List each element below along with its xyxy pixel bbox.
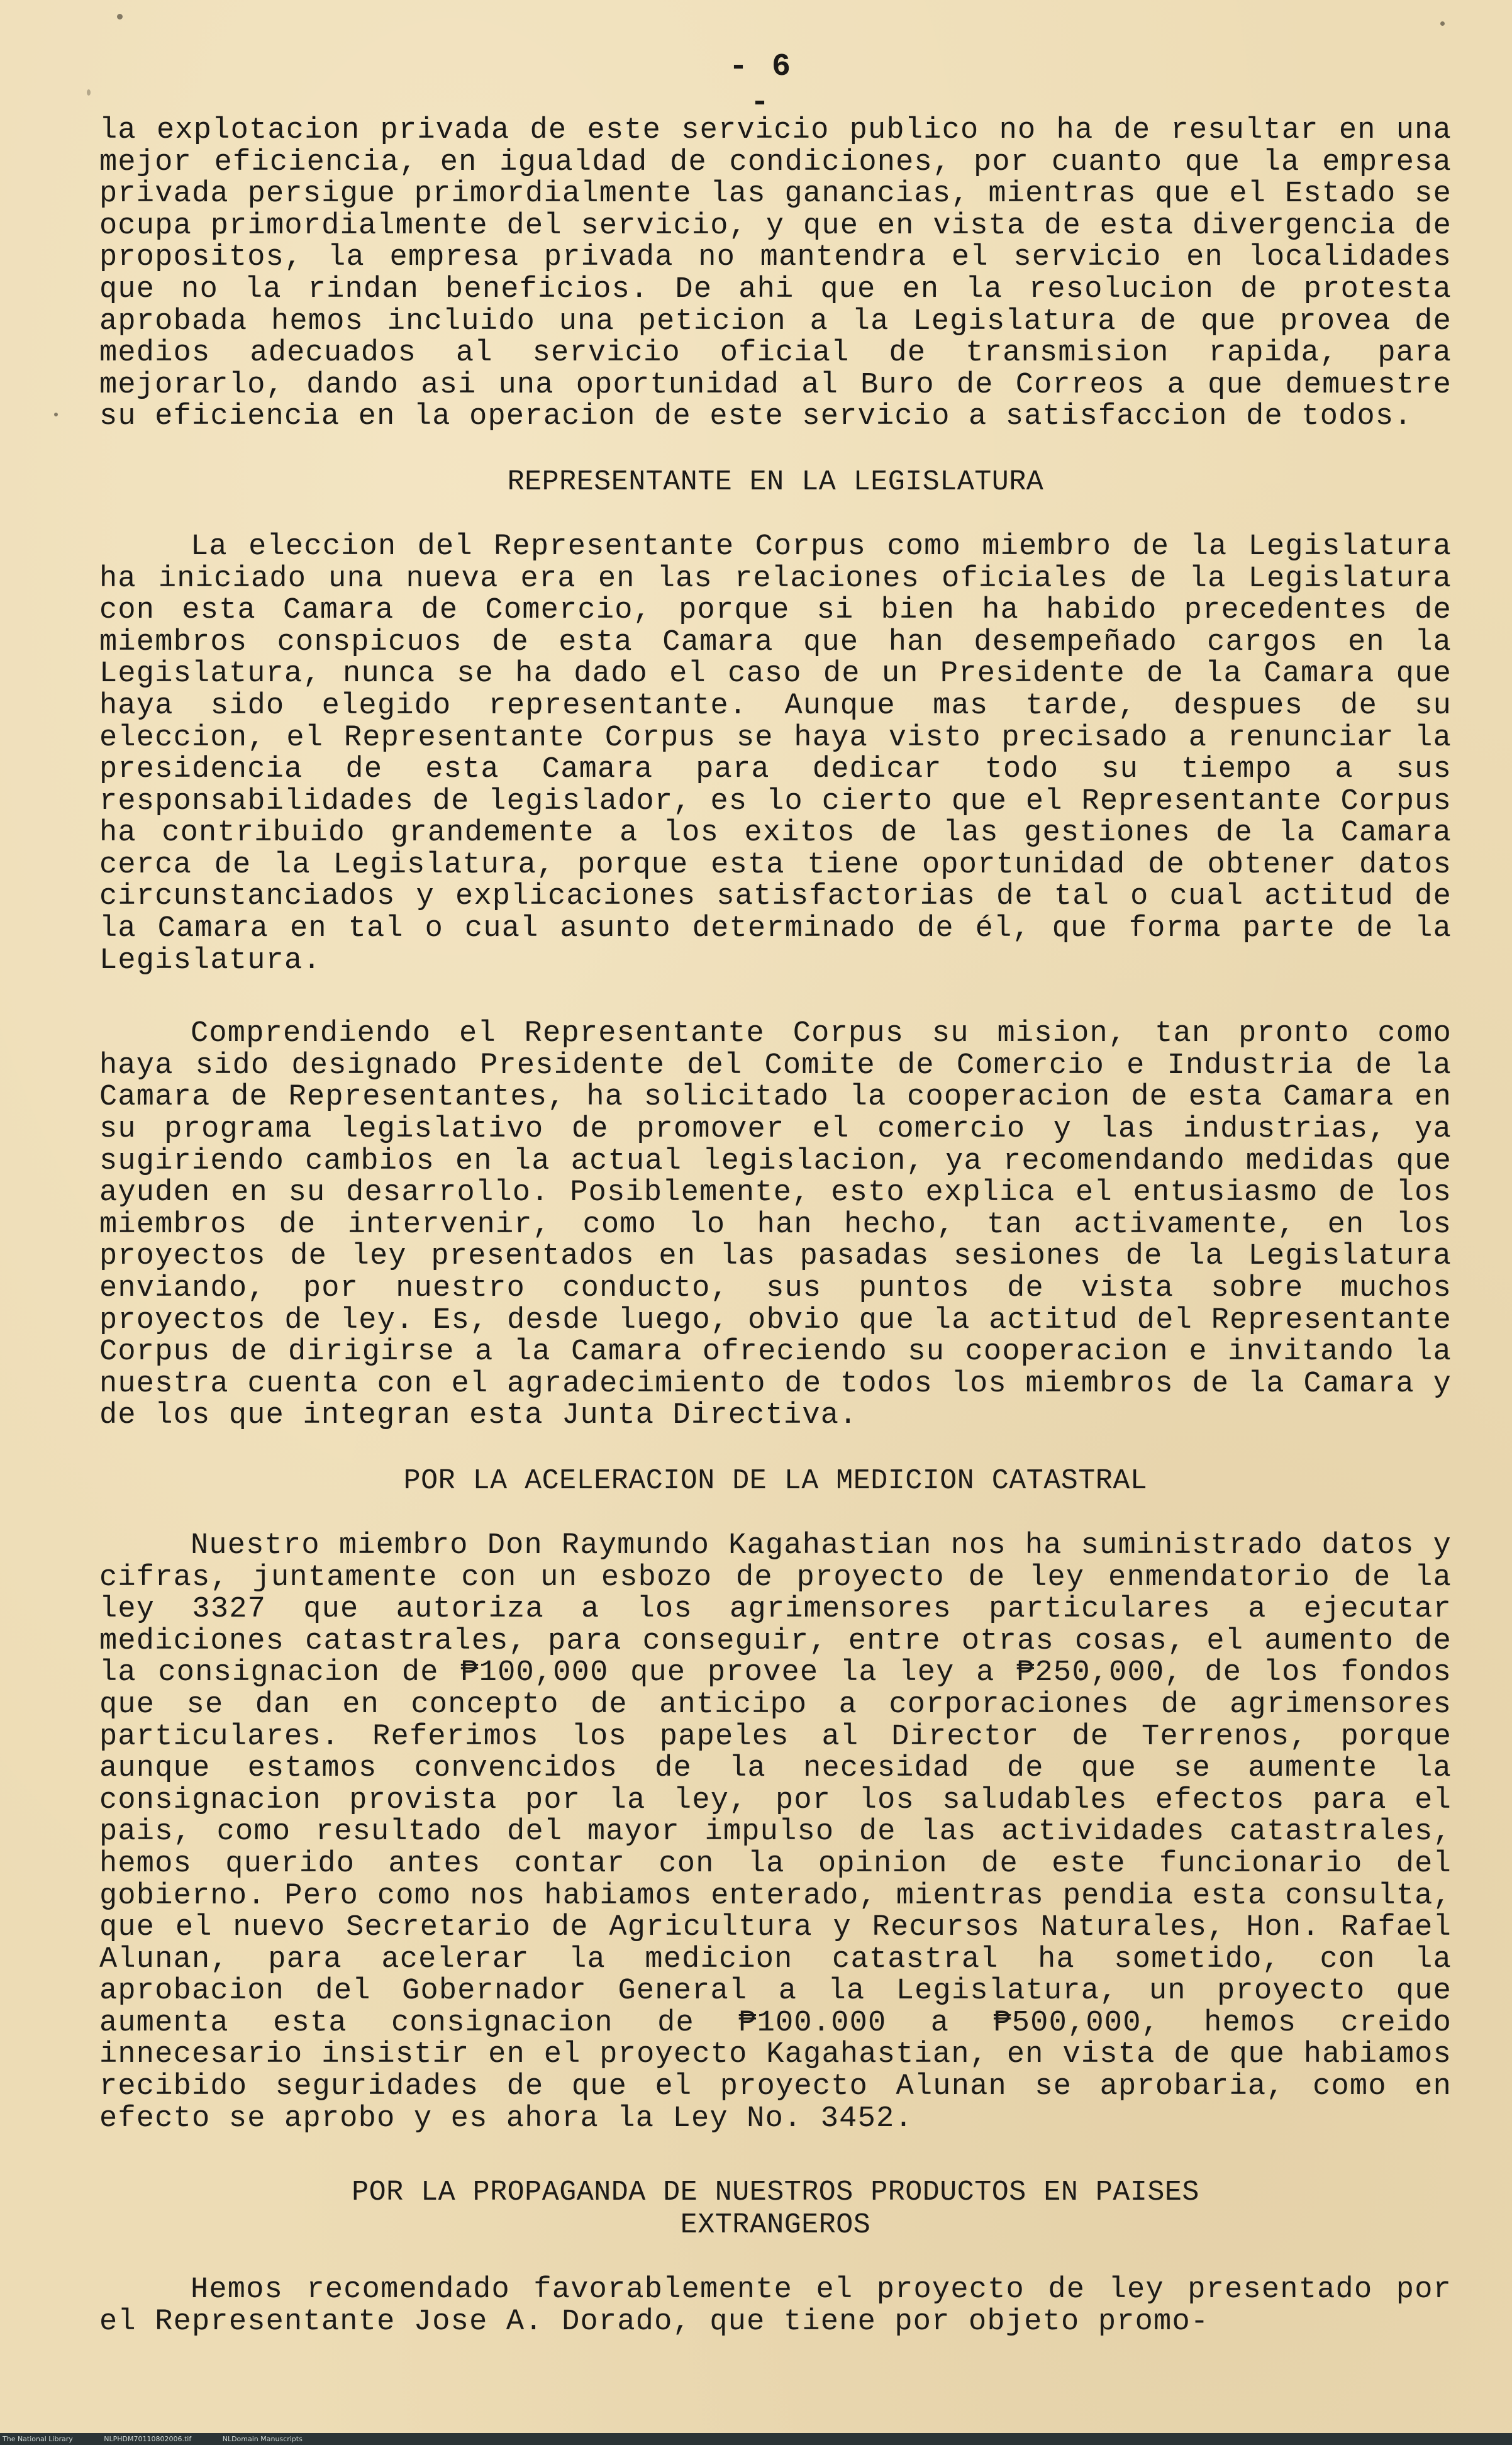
section-heading-propaganda-line1: POR LA PROPAGANDA DE NUESTROS PRODUCTOS EN PAISES bbox=[352, 2176, 1199, 2209]
section-heading-propaganda-line2: EXTRANGEROS bbox=[680, 2209, 871, 2242]
footer-collection: NLDomain Manuscripts bbox=[222, 2435, 303, 2443]
ink-speck bbox=[87, 89, 91, 96]
section-heading-propaganda bbox=[99, 2176, 1452, 2242]
section-heading-medicion-catastral: POR LA ACELERACION DE LA MEDICION CATASTRAL bbox=[403, 1464, 1148, 1497]
paragraph-eleccion: La eleccion del Representante Corpus como miembro de la Legislatura ha iniciado una nueva era en las relaciones oficiales de la Legislatura con esta Camara de Comercio, porque si bien ha habido precedentes de miembros conspicuos de esta Camara que han desempeñado cargos en la Legislatura, nunca se ha dado el caso de un Presidente de la Camara que haya sido elegido representante. Aunque mas tarde, despues de su eleccion, el Representante Corpus se haya visto precisado a renunciar la presidencia de esta Camara para dedicar todo su tiempo a sus responsabilidades de legislador, es lo cierto que el Representante Corpus ha contribuido grandemente a los exitos de las gestiones de la Camara cerca de la Legislatura, porque esta tiene oportunidad de obtener datos circunstanciados y explicaciones satisfactorias de tal o cual actitud de la Camara en tal o cual asunto determinado de él, que forma parte de la Legislatura. bbox=[99, 530, 1452, 977]
footer-file-id: NLPHDM70110802006.tif bbox=[104, 2435, 192, 2443]
footer-library: The National Library bbox=[3, 2435, 73, 2443]
section-heading-representante: REPRESENTANTE EN LA LEGISLATURA bbox=[507, 465, 1044, 498]
paragraph-comite: Comprendiendo el Representante Corpus su mision, tan pronto como haya sido designado Presidente del Comite de Comercio e Industria de la Camara de Representantes, ha solicitado la cooperacion de esta Camara en su programa legislativo de promover el comercio y las industrias, ya sugiriendo cambios en la actual legislacion, ya recomendando medidas que ayuden en su desarrollo. Posiblemente, esto explica el entusiasmo de los miembros de intervenir, como lo han hecho, tan activamente, en los proyectos de ley presentados en las pasadas sesiones de la Legislatura enviando, por nuestro conducto, sus puntos de vista sobre muchos proyectos de ley. Es, desde luego, obvio que la actitud del Representante Corpus de dirigirse a la Camara ofreciendo su cooperacion e invitando la nuestra cuenta con el agradecimiento de todos los miembros de la Camara y de los que integran esta Junta Directiva. bbox=[99, 1017, 1452, 1433]
paragraph-dorado: Hemos recomendado favorablemente el proyecto de ley presentado por el Representante Jose A. Dorado, que tiene por objeto promo- bbox=[99, 2273, 1452, 2339]
page-number: - 6 - bbox=[728, 49, 793, 121]
archive-footer-bar bbox=[0, 2433, 1512, 2445]
document-body bbox=[99, 115, 1452, 2338]
paragraph-intro: la explotacion privada de este servicio publico no ha de resultar en una mejor eficiencia, en igualdad de condiciones, por cuanto que la empresa privada persigue primordialmente las ganancias, mientras que el Estado se ocupa primordialmente del servicio, y que en vista de esta divergencia de propositos, la empresa privada no mantendra el servicio en localidades que no la rindan beneficios. De ahi que en la resolucion de protesta aprobada hemos incluido una peticion a la Legislatura de que provea de medios adecuados al servicio oficial de transmision rapida, para mejorarlo, dando asi una oportunidad al Buro de Correos a que demuestre su eficiencia en la operacion de este servicio a satisfaccion de todos. bbox=[99, 114, 1452, 434]
paragraph-kagahastian: Nuestro miembro Don Raymundo Kagahastian nos ha suministrado datos y cifras, juntamente con un esbozo de proyecto de ley enmendatorio de la ley 3327 que autoriza a los agrimensores particulares a ejecutar mediciones catastrales, para conseguir, entre otras cosas, el aumento de la consignacion de ₱100,000 que provee la ley a ₱250,000, de los fondos que se dan en concepto de anticipo a corporaciones de agrimensores particulares. Referimos los papeles al Director de Terrenos, porque aunque estamos convencidos de la necesidad de que se aumente la consignacion provista por la ley, por los saludables efectos para el pais, como resultado del mayor impulso de las actividades catastrales, hemos querido antes contar con la opinion de este funcionario del gobierno. Pero como nos habiamos enterado, mientras pendia esta consulta, que el nuevo Secretario de Agricultura y Recursos Naturales, Hon. Rafael Alunan, para acelerar la medicion catastral ha sometido, con la aprobacion del Gobernador General a la Legislatura, un proyecto que aumenta esta consignacion de ₱100.000 a ₱500,000, hemos creido innecesario insistir en el proyecto Kagahastian, en vista de que habiamos recibido seguridades de que el proyecto Alunan se aprobaria, como en efecto se aprobo y es ahora la Ley No. 3452. bbox=[99, 1529, 1452, 2136]
ink-speck bbox=[54, 413, 58, 416]
ink-speck bbox=[1440, 21, 1445, 26]
ink-speck bbox=[117, 14, 123, 19]
